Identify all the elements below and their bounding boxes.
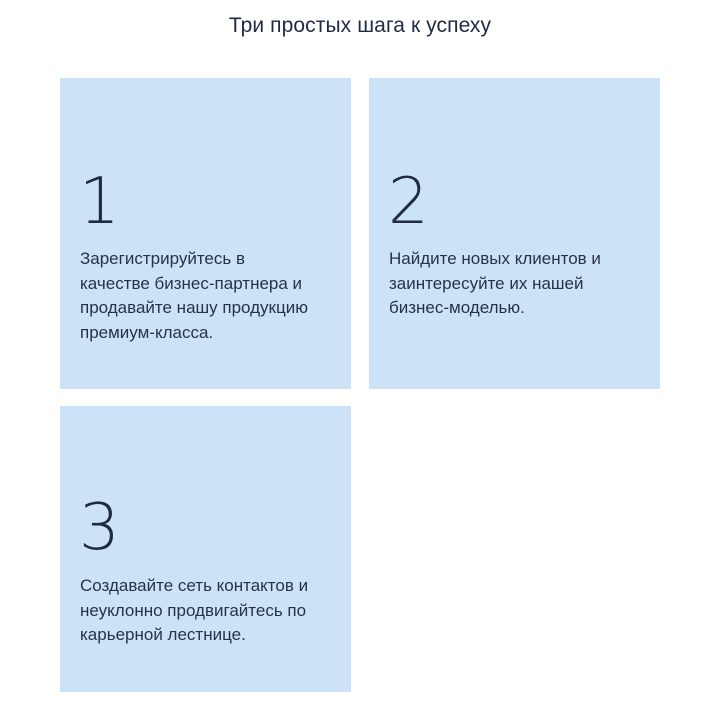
step-description-3: Создавайте сеть контактов и неуклонно продвигайтесь по карьерной лестнице. <box>80 576 309 644</box>
step-description-2: Найдите новых клиентов и заинтересуйте их нашей бизнес-моделью. <box>389 249 601 317</box>
step-card-3 <box>60 406 351 692</box>
step-card-2 <box>369 78 660 389</box>
step-card-1 <box>60 78 351 389</box>
step-number-3: 3 <box>79 491 120 565</box>
step-number-1: 1 <box>79 165 120 239</box>
step-description-1: Зарегистрируйтесь в качестве бизнес-партнера и продавайте нашу продукцию премиум-класса. <box>80 249 308 342</box>
section-title: Три простых шага к успеху <box>228 14 492 37</box>
step-number-2: 2 <box>388 165 429 239</box>
